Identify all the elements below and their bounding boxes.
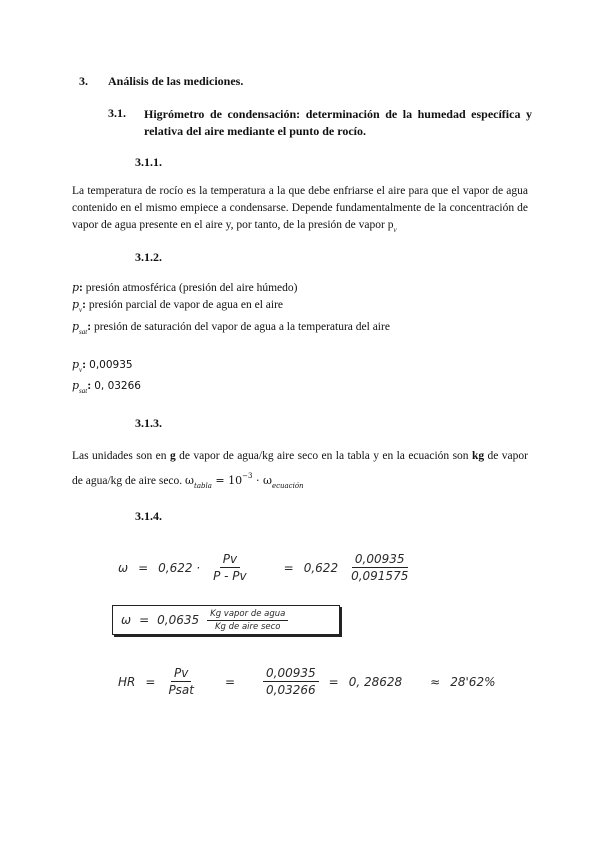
subsection-number: 3.1. (108, 106, 126, 120)
units-text-b: de vapor de agua/kg aire seco en la tabla y en la ecuación son (175, 450, 472, 462)
eq-omega-table-sub: tabla (194, 482, 212, 490)
hr-equals-2: = (224, 674, 236, 689)
units-equation (185, 472, 304, 490)
section-title: Análisis de las mediciones. (108, 74, 244, 88)
box-unit-num: Kg vapor de agua (207, 609, 288, 621)
paragraph-dew-point (72, 183, 528, 239)
definition-pv-text: presión parcial de vapor de agua en el aire (86, 299, 283, 311)
box-value: 0,0635 (157, 613, 200, 627)
hw-coef: 0,622 · (158, 560, 201, 575)
box-unit-den: Kg de aire seco (214, 621, 281, 632)
boxed-omega-result (112, 605, 340, 635)
subsection-title: Higrómetro de condensación: determinación de la humedad específica y relativa del aire mediante el punto de rocío. (144, 107, 532, 138)
eq-omega-eq-sub: ecuación (271, 482, 304, 490)
heading-3-1-3: 3.1.3. (135, 416, 162, 430)
units-text-a: Las unidades son en (72, 450, 170, 462)
hr-frac-num: Pv (171, 666, 191, 682)
hw-omega: ω (118, 560, 129, 575)
hw-equals-1: = (138, 560, 149, 575)
hr-approx: ≈ (430, 674, 441, 689)
value-pv-symbol: p (72, 358, 80, 371)
paragraph-units (72, 446, 528, 496)
box-omega: ω (121, 613, 132, 627)
eq-dot: · (255, 474, 260, 487)
hw-equals-2: = (283, 560, 294, 575)
symbol-psat-sub: sat (79, 328, 88, 336)
heading-3-1-2: 3.1.2. (135, 250, 162, 264)
value-psat-sub: sat (79, 387, 88, 395)
hr-label: HR (118, 674, 136, 689)
hr-fraction-symbols (165, 666, 197, 697)
value-psat-symbol: p (72, 379, 80, 392)
hr-frac2-num: 0,00935 (263, 666, 319, 682)
heading-3-1-4: 3.1.4. (135, 509, 162, 523)
handwritten-omega-formula (118, 552, 411, 583)
box-equals: = (139, 613, 150, 627)
definition-psat: $p_{sat}$: presión de saturación del vapor de agua a la temperatura del aire (72, 320, 390, 336)
handwritten-hr-formula (118, 666, 495, 697)
box-unit-fraction (207, 609, 288, 632)
eq-omega-eq: ω (262, 474, 272, 487)
value-psat-number: 0, 03266 (94, 380, 141, 392)
hr-result: 0, 28628 (348, 674, 403, 689)
symbol-pv: p (72, 298, 80, 311)
units-text-c: de vapor de agua/kg de aire seco. (72, 450, 528, 487)
hw-fraction-pv-p (210, 552, 250, 583)
symbol-p: p (72, 281, 80, 294)
hw-fraction-values (348, 552, 411, 583)
symbol-psat: p (72, 320, 80, 333)
hr-equals-1: = (145, 674, 156, 689)
value-psat: $p_{sat}$: 0, 03266 (72, 378, 141, 395)
definition-psat-text: presión de saturación del vapor de agua a la temperatura del aire (91, 321, 390, 333)
dew-point-text-sub: v (393, 226, 397, 234)
hr-frac-den: Psat (168, 683, 194, 697)
dew-point-text: La temperatura de rocío es la temperatura a la que debe enfriarse el aire para que el vapor de agua contenido en el mismo empiece a condensarse. Depende fundamentalmente de la concentración de vapor de agua presente en el aire y, por tanto, de la presión de vapor p (72, 185, 528, 231)
eq-base: 10 (228, 474, 243, 487)
hw-coef-2: 0,622 (303, 560, 339, 575)
value-pv-sub: v (79, 366, 83, 374)
hw-fraction-den: P - Pv (213, 569, 247, 583)
hr-percent: 28'62% (450, 674, 496, 689)
hw-fraction-num: Pv (220, 552, 240, 568)
eq-omega-table: ω (185, 474, 195, 487)
definition-p: p: presión atmosférica (presión del aire húmedo) (72, 281, 298, 294)
definition-pv: $p_v$: presión parcial de vapor de agua en el aire (72, 298, 283, 314)
hr-fraction-values (263, 666, 319, 697)
symbol-pv-sub: v (79, 306, 83, 314)
eq-exponent: −3 (242, 472, 253, 480)
hr-equals-3: = (328, 674, 339, 689)
value-pv-number: 0,00935 (89, 359, 133, 371)
section-number: 3. (79, 74, 88, 88)
heading-3-1-1: 3.1.1. (135, 155, 162, 169)
unit-g: g (169, 450, 176, 462)
hw-fraction2-num: 0,00935 (352, 552, 408, 568)
hr-frac2-den: 0,03266 (266, 683, 316, 697)
hw-fraction2-den: 0,091575 (351, 569, 409, 583)
eq-equals: = (215, 474, 225, 487)
unit-kg: kg (471, 450, 485, 462)
value-pv: $p_v$: 0,00935 (72, 357, 133, 374)
definition-p-text: presión atmosférica (presión del aire húmedo) (85, 282, 298, 294)
